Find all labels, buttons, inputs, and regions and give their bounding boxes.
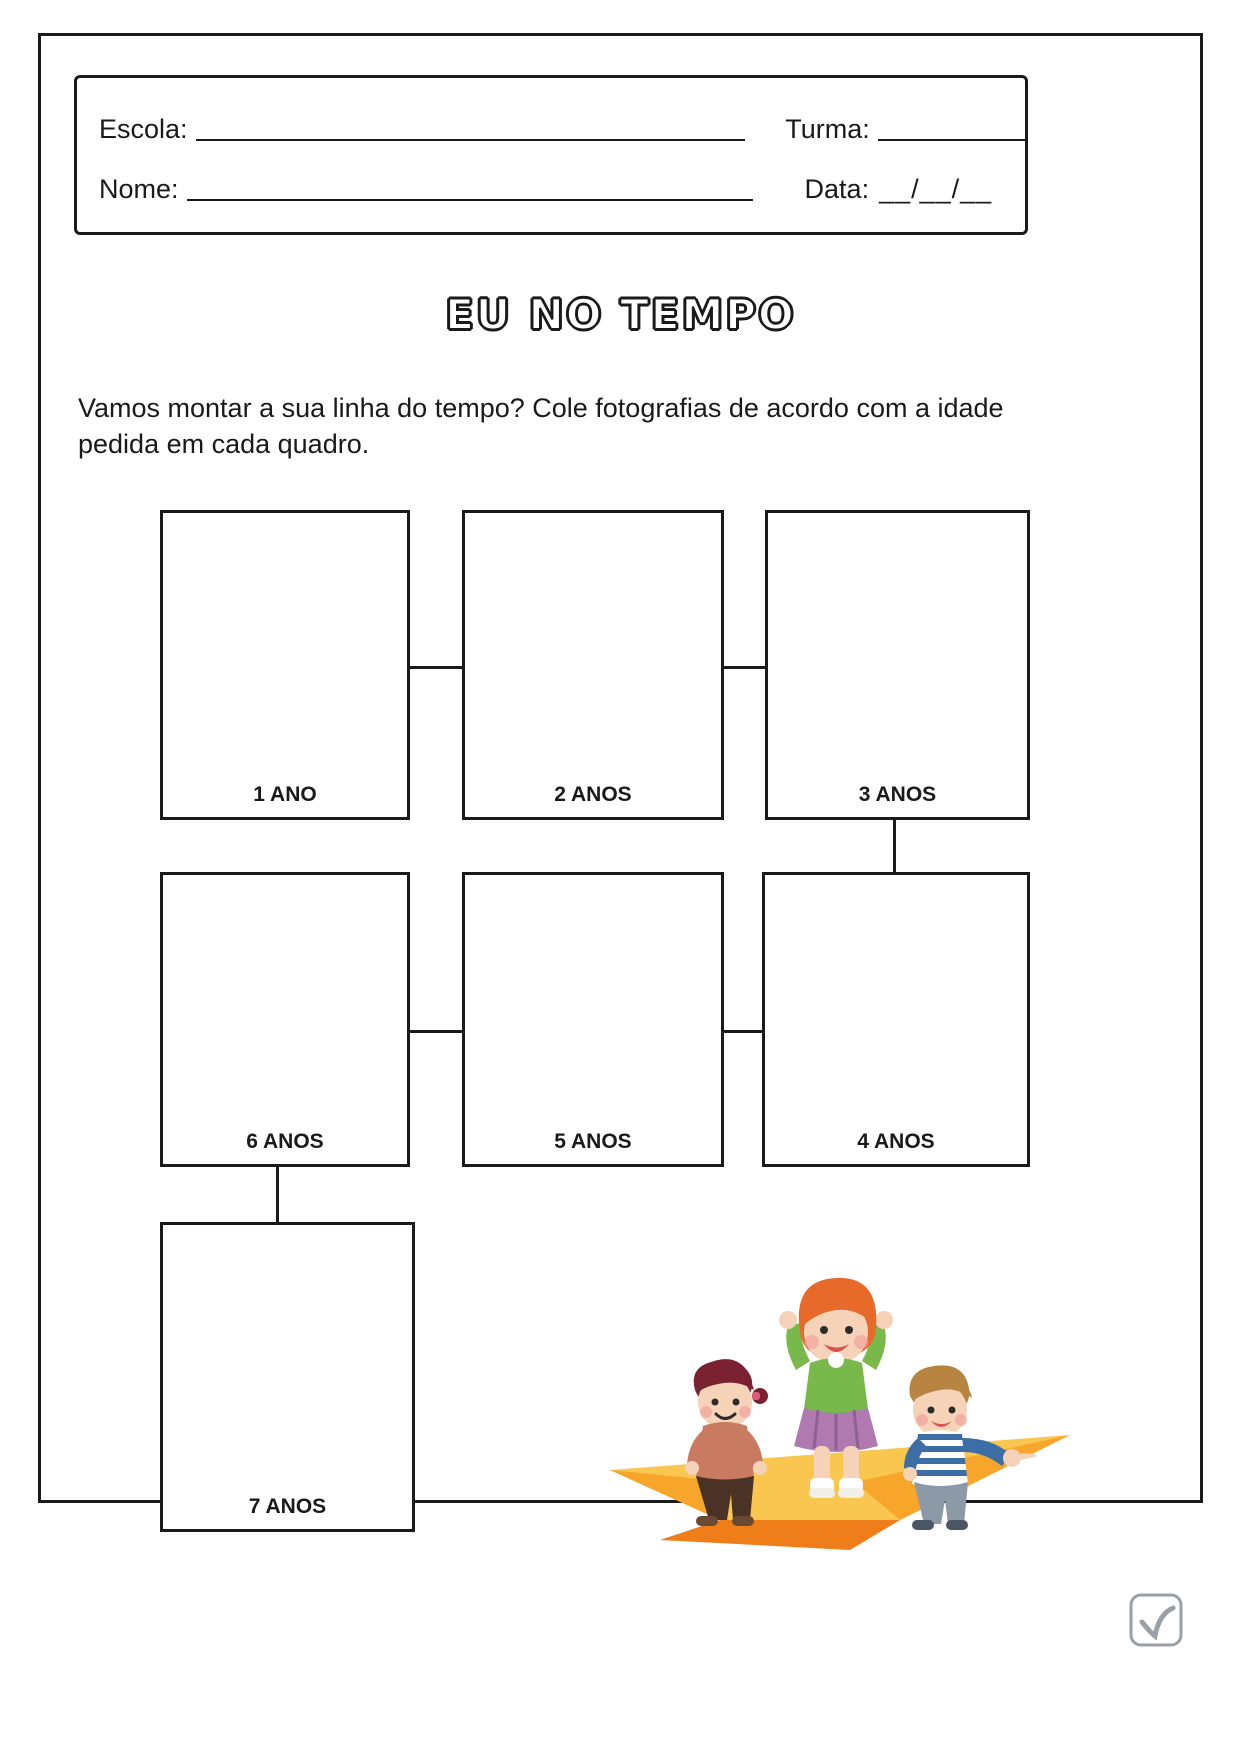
photo-box-6anos[interactable] <box>160 872 410 1167</box>
student-identification-box <box>74 75 1028 235</box>
photo-box-label: 5 ANOS <box>554 1130 632 1153</box>
turma-input-line[interactable] <box>878 117 1025 141</box>
nome-label: Nome: <box>99 173 179 204</box>
identification-row-name <box>77 164 1025 214</box>
connector-4anos-5anos <box>723 1030 764 1033</box>
photo-box-label: 7 ANOS <box>248 1495 327 1518</box>
worksheet-instruction: Vamos montar a sua linha do tempo? Cole fotografias de acordo com a idade pedida em cada quadro. <box>78 393 1004 460</box>
escola-label: Escola: <box>99 113 188 144</box>
worksheet-title: EU NO TEMPO <box>445 290 796 339</box>
photo-box-4anos[interactable] <box>762 872 1030 1167</box>
connector-1ano-2anos <box>410 666 464 669</box>
photo-box-label: 2 ANOS <box>554 783 632 806</box>
connector-3anos-4anos <box>893 818 896 874</box>
connector-2anos-3anos <box>723 666 767 669</box>
photo-box-7anos[interactable] <box>160 1222 415 1532</box>
photo-box-3anos[interactable] <box>765 510 1030 820</box>
photo-box-2anos[interactable] <box>462 510 724 820</box>
three-children-on-paper-plane-illustration <box>600 1220 1120 1560</box>
photo-box-label: 4 ANOS <box>857 1130 935 1153</box>
connector-6anos-7anos <box>276 1165 279 1224</box>
photo-box-1ano[interactable] <box>160 510 410 820</box>
connector-5anos-6anos <box>410 1030 464 1033</box>
data-input-slots[interactable]: __/__/__ <box>879 173 993 204</box>
photo-box-label: 6 ANOS <box>246 1130 324 1153</box>
photo-box-label: 1 ANO <box>253 783 317 806</box>
photo-box-label: 3 ANOS <box>858 783 937 806</box>
nome-input-line[interactable] <box>187 177 753 201</box>
turma-label: Turma: <box>785 113 870 144</box>
escola-input-line[interactable] <box>196 117 746 141</box>
identification-row-school <box>77 104 1025 154</box>
data-label: Data: <box>804 173 870 204</box>
photo-box-5anos[interactable] <box>462 872 724 1167</box>
check-mark-logo <box>1128 1592 1184 1648</box>
